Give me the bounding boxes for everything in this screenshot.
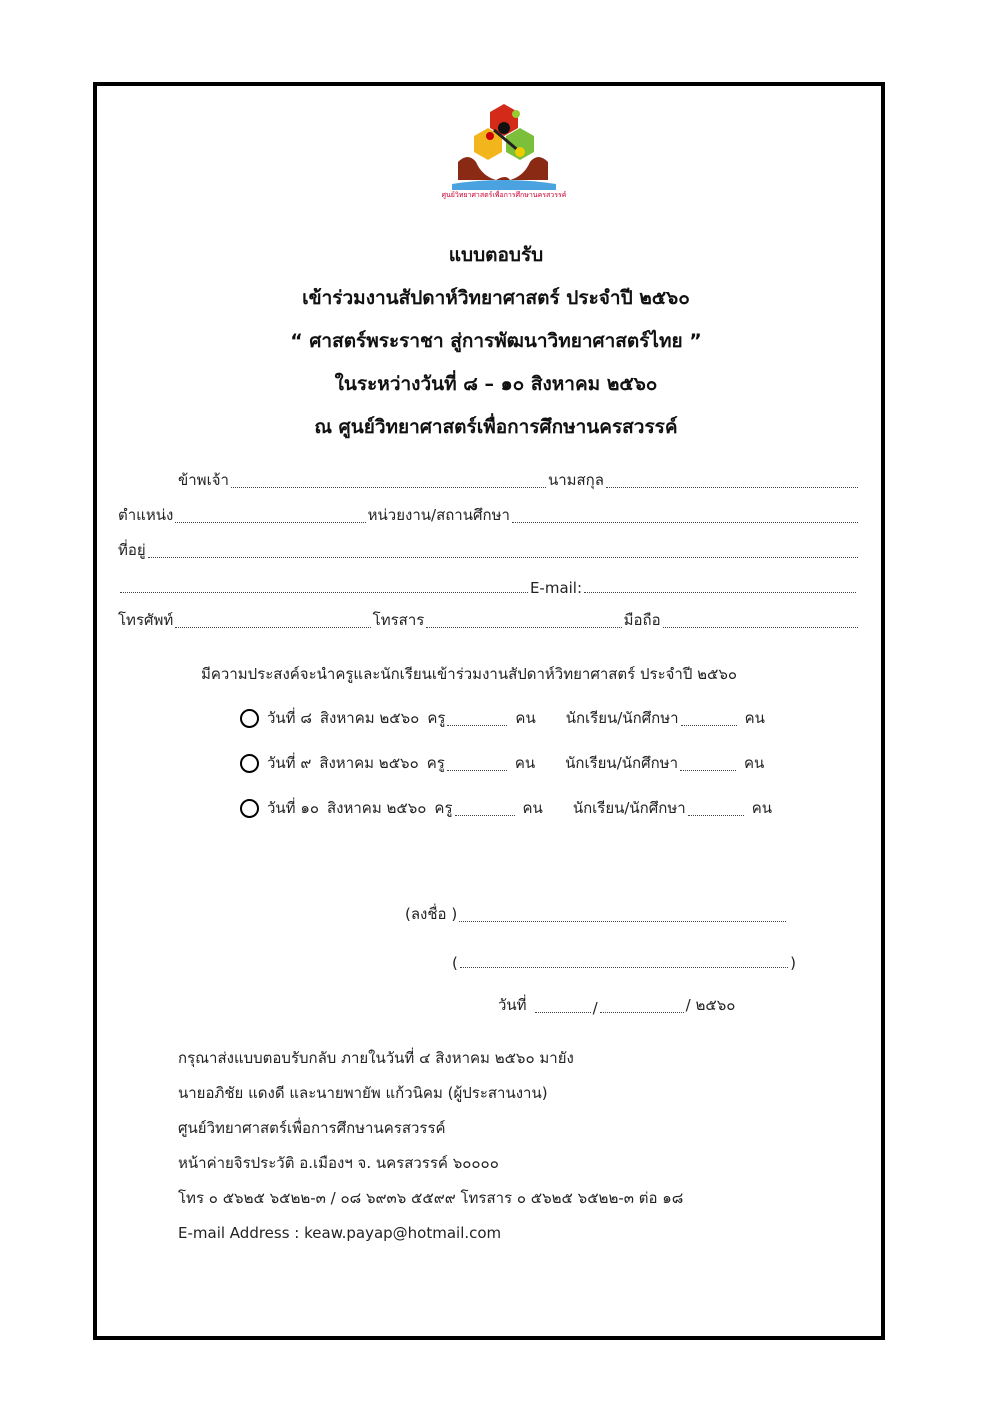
address-label: ที่อยู่ [118, 541, 146, 559]
mobile-field[interactable] [663, 626, 858, 628]
phone-label: โทรศัพท์ [118, 611, 174, 629]
event-dates: ในระหว่างวันที่ ๘ – ๑๐ สิงหาคม ๒๕๖๐ [334, 373, 658, 395]
option-month: สิงหาคม ๒๕๖๐ [319, 754, 419, 772]
date-row [498, 995, 735, 1017]
student-count-field[interactable] [681, 724, 737, 726]
position-field[interactable] [175, 521, 365, 523]
footer-line: นายอภิชัย แดงดี และนายพายัพ แก้วนิคม (ผู้ประสานงาน) [178, 1084, 548, 1102]
fax-label: โทรสาร [372, 611, 425, 629]
teacher-label: ครู [427, 709, 446, 727]
surname-field[interactable] [606, 486, 858, 488]
student-count-field[interactable] [680, 769, 736, 771]
address-row [118, 540, 860, 562]
option-day: วันที่ ๙ [267, 754, 312, 772]
email-field[interactable] [584, 591, 856, 593]
organization-field[interactable] [512, 521, 858, 523]
position-row [118, 505, 860, 527]
paren-close: ) [790, 954, 796, 972]
signature-label: (ลงชื่อ ) [405, 905, 458, 923]
date-year: / ๒๕๖๐ [685, 996, 736, 1014]
footer-line: หน้าค่ายจิรประวัติ อ.เมืองฯ จ. นครสวรรค์ ๖๐๐๐๐ [178, 1154, 499, 1172]
student-label: นักเรียน/นักศึกษา [565, 709, 679, 727]
signature-row [405, 904, 788, 926]
date-label: วันที่ [498, 996, 527, 1014]
student-label: นักเรียน/นักศึกษา [572, 799, 686, 817]
position-label: ตำแหน่ง [118, 506, 174, 524]
footer-line: กรุณาส่งแบบตอบรับกลับ ภายในวันที่ ๔ สิงหาคม ๒๕๖๐ มายัง [178, 1049, 574, 1067]
form-title: แบบตอบรับ [448, 244, 544, 266]
paren-open: ( [452, 954, 458, 972]
option-row [240, 753, 772, 775]
event-name: เข้าร่วมงานสัปดาห์วิทยาศาสตร์ ประจำปี ๒๕๖๐ [302, 287, 690, 309]
option-month: สิงหาคม ๒๕๖๐ [327, 799, 427, 817]
event-theme: “ ศาสตร์พระราชา สู่การพัฒนาวิทยาศาสตร์ไทย ” [290, 330, 702, 352]
address-line2-field[interactable] [120, 591, 528, 593]
unit-label: คน [515, 709, 536, 727]
unit-label: คน [744, 754, 765, 772]
footer-line: ศูนย์วิทยาศาสตร์เพื่อการศึกษานครสวรรค์ [178, 1119, 446, 1137]
event-venue: ณ ศูนย์วิทยาศาสตร์เพื่อการศึกษานครสวรรค์ [314, 416, 678, 438]
address-field[interactable] [148, 556, 858, 558]
unit-label: คน [744, 709, 765, 727]
option-row [240, 708, 773, 730]
phone-field[interactable] [175, 626, 370, 628]
teacher-count-field[interactable] [447, 724, 507, 726]
radio-day-9[interactable] [240, 754, 259, 773]
option-month: สิงหาคม ๒๕๖๐ [319, 709, 420, 727]
printed-name-field[interactable] [460, 966, 788, 968]
option-day: วันที่ ๘ [267, 709, 312, 727]
teacher-label: ครู [426, 754, 445, 772]
student-count-field[interactable] [688, 814, 744, 816]
date-day-field[interactable] [535, 1011, 591, 1013]
svg-text:ศูนย์วิทยาศาสตร์เพื่อการศึกษาน: ศูนย์วิทยาศาสตร์เพื่อการศึกษานครสวรรค์ [441, 191, 567, 199]
mobile-label: มือถือ [623, 611, 661, 629]
name-row [178, 470, 860, 492]
intent-text: มีความประสงค์จะนำครูและนักเรียนเข้าร่วมงานสัปดาห์วิทยาศาสตร์ ประจำปี ๒๕๖๐ [201, 665, 738, 683]
name-field[interactable] [231, 486, 546, 488]
date-separator: / [592, 999, 598, 1017]
printed-name-row [452, 950, 796, 972]
student-label: นักเรียน/นักศึกษา [565, 754, 678, 772]
radio-day-8[interactable] [240, 709, 259, 728]
teacher-label: ครู [434, 799, 453, 817]
unit-label: คน [522, 799, 543, 817]
name-label: ข้าพเจ้า [178, 471, 229, 489]
signature-field[interactable] [459, 920, 786, 922]
surname-label: นามสกุล [547, 471, 604, 489]
phone-row [118, 610, 860, 632]
unit-label: คน [514, 754, 536, 772]
science-center-logo [441, 100, 567, 200]
date-month-field[interactable] [600, 1011, 684, 1013]
email-label: E-mail: [529, 579, 583, 597]
teacher-count-field[interactable] [447, 769, 507, 771]
radio-day-10[interactable] [240, 799, 259, 818]
unit-label: คน [751, 799, 772, 817]
fax-field[interactable] [426, 626, 621, 628]
footer-line: โทร ๐ ๕๖๒๕ ๖๕๒๒-๓ / ๐๘ ๖๙๓๖ ๕๕๙๙ โทรสาร ๐ ๕๖๒๕ ๖๕๒๒-๓ ต่อ ๑๘ [178, 1189, 684, 1207]
footer-email: E-mail Address : keaw.payap@hotmail.com [178, 1224, 502, 1242]
option-row [240, 798, 780, 820]
option-day: วันที่ ๑๐ [267, 799, 320, 817]
organization-label: หน่วยงาน/สถานศึกษา [367, 506, 510, 524]
address-email-row [118, 575, 858, 597]
teacher-count-field[interactable] [455, 814, 515, 816]
